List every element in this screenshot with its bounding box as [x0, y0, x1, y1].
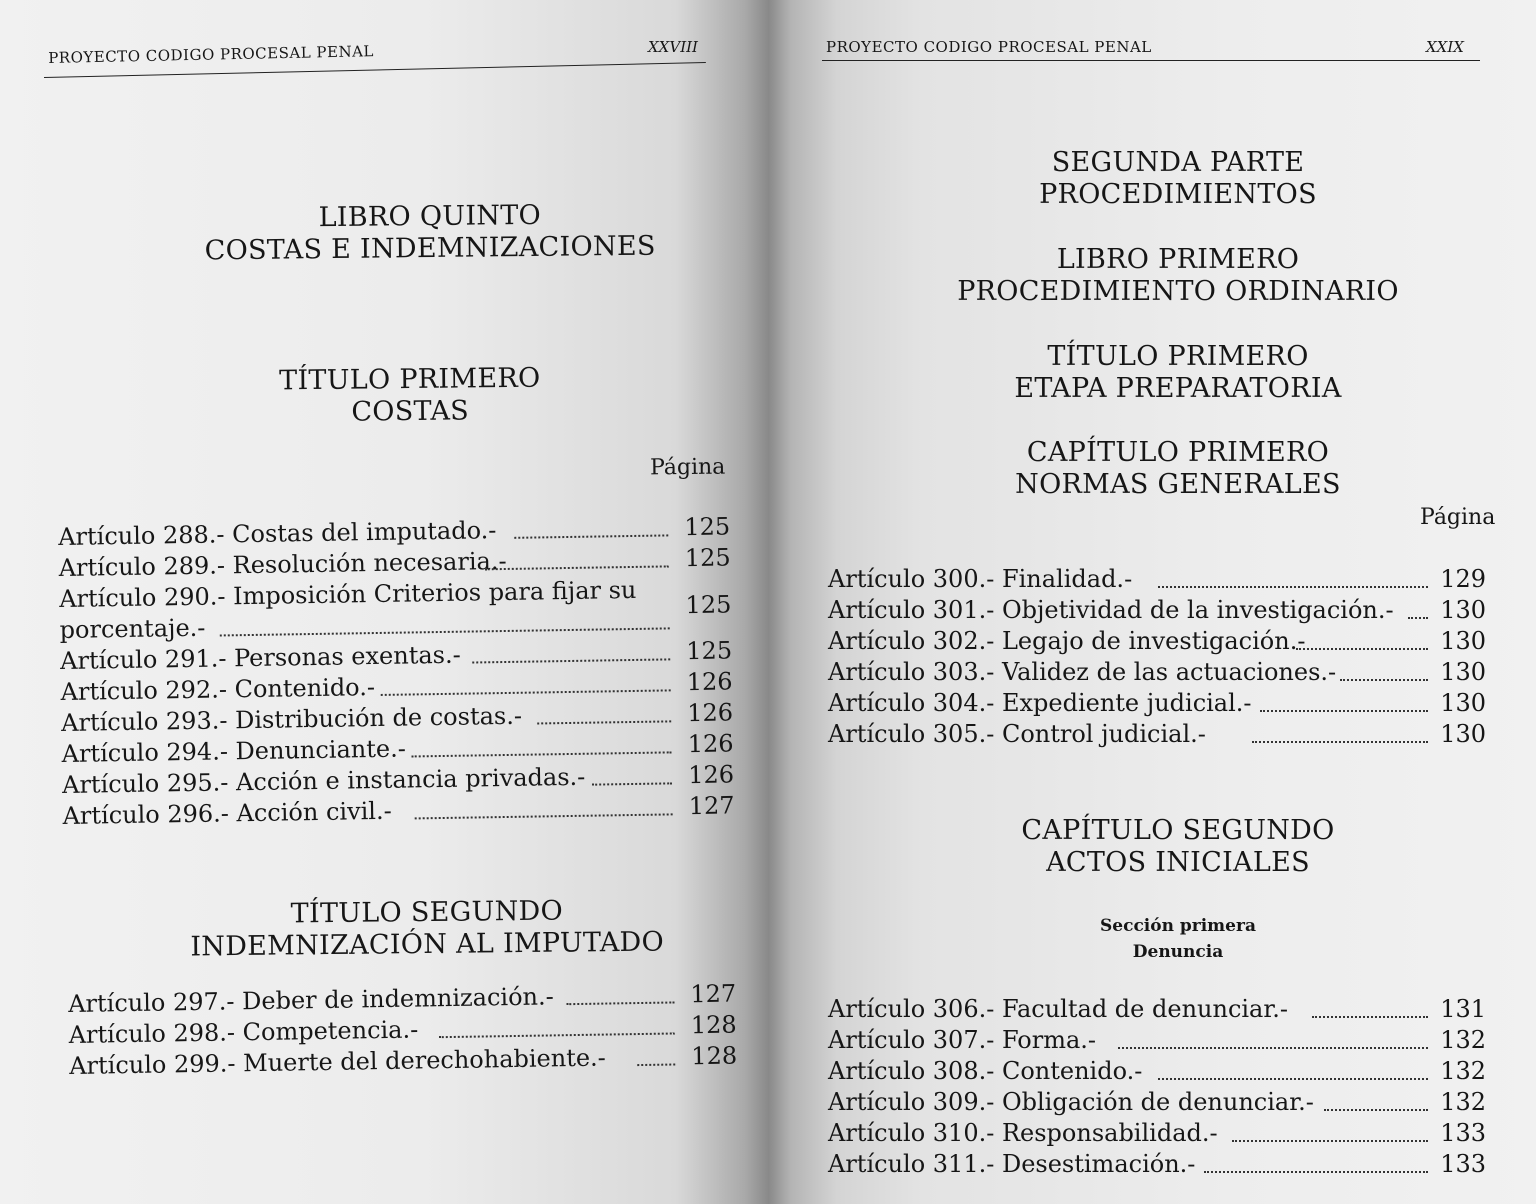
seccion-line-1: Sección primera — [1100, 916, 1256, 936]
toc-entry-page: 130 — [1440, 720, 1486, 748]
titulo-line-1: TÍTULO PRIMERO — [1047, 341, 1309, 372]
toc-entry-label: Artículo 299.- Muerte del derechohabiente.- — [68, 1043, 607, 1080]
toc-leader — [1252, 741, 1428, 743]
toc-entry-page: 126 — [686, 667, 733, 697]
left-titulo-primero-heading — [160, 361, 661, 430]
capitulo-line-1: CAPÍTULO SEGUNDO — [1021, 815, 1335, 846]
toc-entry — [828, 1057, 1486, 1088]
toc-leader — [1232, 1140, 1428, 1142]
toc-entry-page: 130 — [1440, 596, 1486, 624]
titulo-line-2: ETAPA PREPARATORIA — [1014, 373, 1342, 404]
toc-entry-label: Artículo 296.- Acción civil.- — [62, 796, 392, 830]
right-seccion-heading — [1028, 913, 1328, 965]
toc-entry-label: Artículo 298.- Competencia.- — [68, 1015, 419, 1049]
capitulo-line-2: ACTOS INICIALES — [1046, 847, 1310, 878]
right-pagina-label: Página — [1420, 505, 1496, 530]
right-titulo-heading — [928, 341, 1428, 405]
toc-entry-page: 130 — [1440, 658, 1486, 686]
titulo-line-1: TÍTULO SEGUNDO — [290, 895, 564, 930]
toc-leader — [1118, 1047, 1428, 1049]
right-capitulo-primero-heading — [928, 437, 1428, 501]
toc-leader — [637, 1063, 675, 1066]
left-header-page-number: XXVIII — [648, 38, 698, 56]
libro-line-2: PROCEDIMIENTO ORDINARIO — [957, 276, 1399, 307]
parte-line-1: SEGUNDA PARTE — [1051, 147, 1305, 178]
toc-entry — [828, 596, 1486, 627]
right-parte-heading — [928, 147, 1428, 211]
toc-entry-label-continued: porcentaje.- — [59, 613, 206, 644]
toc-entry — [828, 689, 1486, 720]
toc-leader — [514, 534, 668, 538]
toc-leader — [1204, 1171, 1428, 1173]
right-header-title: PROYECTO CODIGO PROCESAL PENAL — [826, 38, 1152, 56]
toc-entry-label: Artículo 310.- Responsabilidad.- — [828, 1119, 1218, 1147]
toc-entry-label: Artículo 307.- Forma.- — [828, 1026, 1097, 1054]
seccion-line-2: Denuncia — [1132, 942, 1224, 962]
toc-entry-label: Artículo 303.- Validez de las actuaciones.- — [828, 658, 1337, 686]
toc-entry-page: 128 — [691, 1041, 738, 1071]
toc-entry-page: 132 — [1440, 1057, 1486, 1085]
toc-entry-page: 128 — [690, 1010, 737, 1040]
right-header-page-number: XXIX — [1426, 38, 1464, 56]
toc-entry-label: Artículo 288.- Costas del imputado.- — [58, 516, 497, 551]
toc-leader — [566, 1001, 674, 1005]
toc-entry — [828, 658, 1486, 689]
parte-line-2: PROCEDIMIENTOS — [1039, 179, 1317, 210]
titulo-line-2: COSTAS — [351, 395, 470, 428]
toc-entry — [828, 1150, 1486, 1181]
toc-entry-label: Artículo 301.- Objetividad de la investigación.- — [828, 596, 1394, 624]
toc-leader — [1340, 679, 1428, 681]
toc-leader — [1158, 586, 1428, 588]
left-header-title: PROYECTO CODIGO PROCESAL PENAL — [48, 42, 375, 67]
left-libro-heading — [180, 198, 681, 267]
toc-entry-page: 126 — [688, 760, 735, 790]
toc-entry-label: Artículo 300.- Finalidad.- — [828, 565, 1133, 593]
titulo-line-1: TÍTULO PRIMERO — [279, 362, 541, 397]
toc-entry-label: Artículo 292.- Contenido.- — [60, 673, 376, 706]
toc-entry-label: Artículo 309.- Obligación de denunciar.- — [828, 1088, 1314, 1116]
libro-line-1: LIBRO PRIMERO — [1056, 244, 1300, 275]
libro-line-2: COSTAS E INDEMNIZACIONES — [204, 230, 656, 267]
toc-leader — [592, 782, 672, 785]
toc-entry — [828, 995, 1486, 1026]
toc-entry-label: Artículo 308.- Contenido.- — [828, 1057, 1143, 1085]
left-toc-costas — [58, 512, 735, 843]
libro-line-1: LIBRO QUINTO — [318, 199, 542, 234]
toc-entry-label: Artículo 304.- Expediente judicial.- — [828, 689, 1252, 717]
right-toc-normas — [828, 565, 1486, 755]
toc-entry-page: 132 — [1440, 1026, 1486, 1054]
toc-entry — [828, 1088, 1486, 1119]
toc-entry-label: Artículo 305.- Control judicial.- — [828, 720, 1206, 748]
toc-leader — [1296, 648, 1428, 650]
toc-entry — [828, 1026, 1486, 1057]
toc-entry-label: Artículo 289.- Resolución necesaria.- — [58, 546, 507, 582]
toc-entry-label: Artículo 297.- Deber de indemnización.- — [68, 982, 554, 1018]
toc-entry-label: Artículo 311.- Desestimación.- — [828, 1150, 1196, 1178]
toc-entry — [828, 627, 1486, 658]
toc-leader — [485, 565, 669, 570]
left-titulo-segundo-heading — [177, 894, 678, 963]
toc-entry-page: 125 — [685, 590, 732, 620]
left-running-header — [48, 41, 374, 67]
capitulo-line-2: NORMAS GENERALES — [1015, 469, 1341, 500]
toc-leader — [537, 720, 671, 724]
toc-leader — [1324, 1109, 1428, 1111]
left-pagina-label: Página — [649, 454, 726, 481]
toc-entry-page: 129 — [1440, 565, 1486, 593]
toc-entry-page: 131 — [1440, 995, 1486, 1023]
toc-entry-page: 127 — [688, 791, 735, 821]
toc-leader — [220, 627, 670, 636]
toc-leader — [472, 658, 670, 663]
toc-entry-page: 125 — [684, 543, 731, 573]
toc-entry-page: 125 — [686, 636, 733, 666]
toc-entry-page: 132 — [1440, 1088, 1486, 1116]
toc-entry-label: Artículo 306.- Facultad de denunciar.- — [828, 995, 1288, 1023]
toc-leader — [1312, 1016, 1428, 1018]
left-toc-indemnizacion — [68, 980, 737, 1090]
toc-entry — [828, 720, 1486, 751]
toc-entry-page: 126 — [687, 698, 734, 728]
toc-entry-label: Artículo 290.- Imposición Criterios para fijar su — [58, 575, 637, 613]
toc-leader — [1260, 710, 1428, 712]
toc-entry — [59, 574, 732, 647]
toc-leader — [415, 813, 673, 819]
right-toc-denuncia — [828, 995, 1486, 1185]
toc-entry-page: 133 — [1440, 1150, 1486, 1178]
capitulo-line-1: CAPÍTULO PRIMERO — [1026, 437, 1330, 468]
toc-entry-page: 130 — [1440, 627, 1486, 655]
toc-entry-label: Artículo 302.- Legajo de investigación.- — [828, 627, 1306, 655]
right-capitulo-segundo-heading — [928, 815, 1428, 879]
toc-leader — [1158, 1078, 1428, 1080]
toc-entry-page: 133 — [1440, 1119, 1486, 1147]
toc-entry-label: Artículo 294.- Denunciante.- — [61, 734, 407, 768]
toc-entry-label: Artículo 293.- Distribución de costas.- — [60, 701, 523, 737]
toc-entry-page: 130 — [1440, 689, 1486, 717]
toc-leader — [439, 1032, 675, 1038]
right-page — [768, 0, 1536, 1204]
toc-entry-page: 126 — [687, 729, 734, 759]
right-header-rule — [822, 60, 1480, 61]
toc-entry — [828, 565, 1486, 596]
titulo-line-2: INDEMNIZACIÓN AL IMPUTADO — [190, 926, 665, 963]
toc-leader — [412, 751, 672, 757]
toc-leader — [1408, 617, 1428, 619]
toc-entry-label: Artículo 291.- Personas exentas.- — [59, 640, 461, 675]
toc-leader — [381, 689, 671, 696]
toc-entry-page: 125 — [684, 512, 731, 542]
toc-entry-page: 127 — [690, 979, 737, 1009]
toc-entry-label: Artículo 295.- Acción e instancia privadas.- — [61, 762, 586, 799]
right-libro-heading — [928, 244, 1428, 308]
toc-entry — [828, 1119, 1486, 1150]
